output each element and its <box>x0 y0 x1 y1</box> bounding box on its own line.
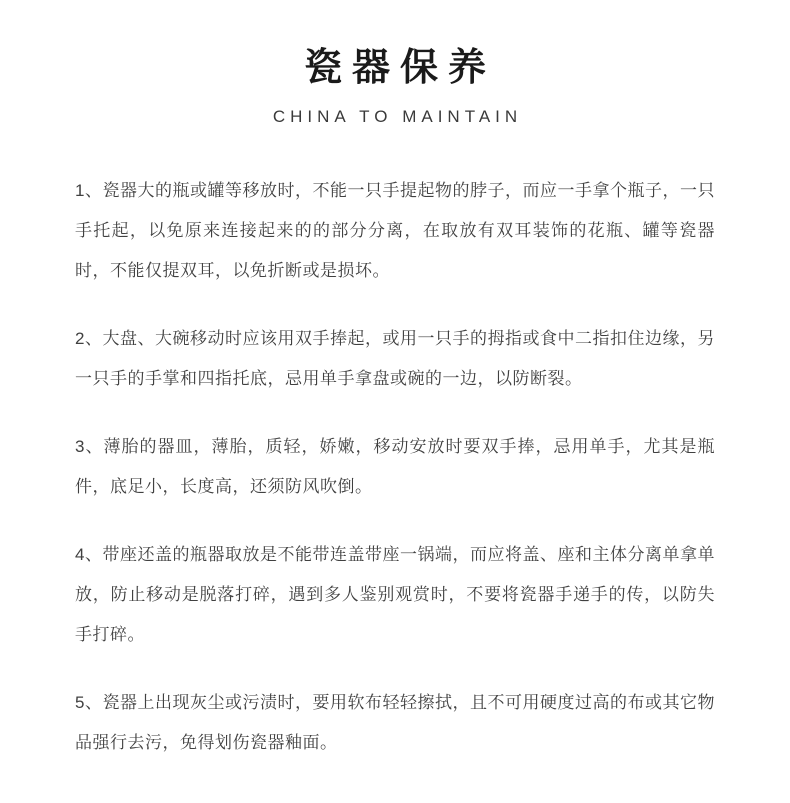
page-title: 瓷器保养 <box>303 47 496 89</box>
paragraph-3: 3、薄胎的器皿，薄胎，质轻，娇嫩，移动安放时要双手捧，忌用单手，尤其是瓶件，底足小，长度高，还须防风吹倒。 <box>75 437 715 496</box>
page-subtitle: CHINA TO MAINTAIN <box>272 107 523 126</box>
paragraph-1: 1、瓷器大的瓶或罐等移放时，不能一只手提起物的脖子，而应一手拿个瓶子，一只手托起，以免原来连接起来的的部分分离，在取放有双耳装饰的花瓶、罐等瓷器时，不能仅提双耳，以免折断或是损坏。 <box>75 181 715 280</box>
paragraph-5: 5、瓷器上出现灰尘或污渍时，要用软布轻轻擦拭，且不可用硬度过高的布或其它物品强行去污，免得划伤瓷器釉面。 <box>75 693 715 752</box>
body-content <box>0 127 790 763</box>
paragraph-2: 2、大盘、大碗移动时应该用双手捧起，或用一只手的拇指或食中二指扣住边缘，另一只手的手掌和四指托底，忌用单手拿盘或碗的一边，以防断裂。 <box>75 329 715 388</box>
paragraph-4: 4、带座还盖的瓶器取放是不能带连盖带座一锅端，而应将盖、座和主体分离单拿单放，防止移动是脱落打碎，遇到多人鉴别观赏时，不要将瓷器手递手的传，以防失手打碎。 <box>75 545 715 644</box>
